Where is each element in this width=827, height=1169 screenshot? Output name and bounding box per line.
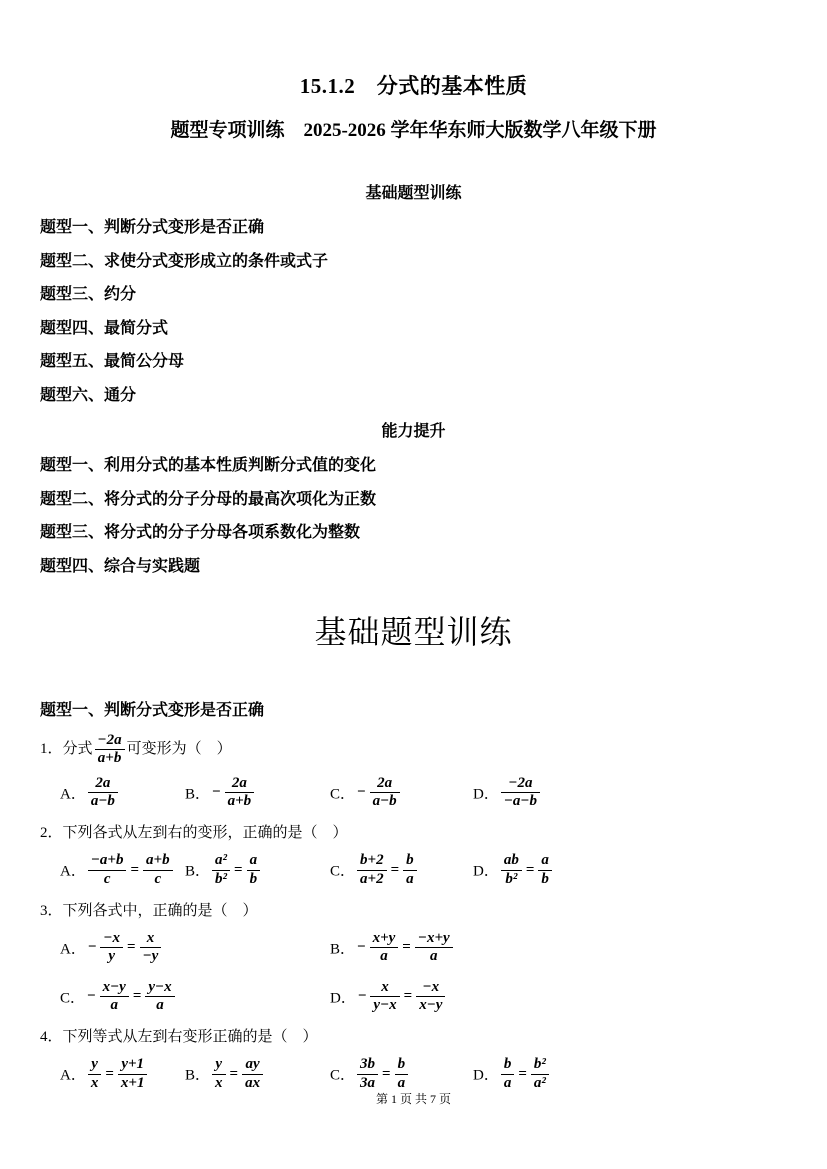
- question-3: [40, 900, 787, 1014]
- option-C: [330, 1056, 473, 1092]
- fraction: [242, 1056, 263, 1092]
- outline-item: 题型二、将分式的分子分母的最高次项化为正数: [40, 490, 377, 508]
- option-expression: [355, 1056, 410, 1091]
- fraction-numerator: 2a: [95, 774, 111, 791]
- option-C: [60, 979, 330, 1015]
- page-footer: 第 1 页 共 7 页: [375, 1092, 451, 1106]
- option-expression: [210, 1056, 265, 1091]
- fraction: [501, 775, 540, 811]
- option-C: [330, 775, 473, 811]
- fraction-denominator: c: [88, 870, 127, 888]
- math-operator: =: [402, 939, 411, 956]
- outline-item: 题型五、最简公分母: [40, 353, 185, 370]
- option-label: C．: [60, 989, 86, 1006]
- fraction-denominator: a²: [531, 1074, 549, 1092]
- fraction-numerator: y: [91, 1056, 98, 1073]
- fraction: [501, 852, 522, 888]
- question-options: [40, 930, 787, 1014]
- fraction: [357, 1056, 378, 1092]
- fraction-numerator: b+2: [360, 852, 384, 869]
- option-label: B．: [185, 1067, 211, 1084]
- option-label: A．: [60, 785, 86, 802]
- option-label: C．: [330, 863, 356, 880]
- option-D: [473, 775, 787, 811]
- fraction-denominator: a: [145, 996, 174, 1014]
- option-label: A．: [60, 1067, 86, 1084]
- fraction-denominator: a: [501, 1074, 515, 1092]
- option-label: A．: [60, 863, 86, 880]
- outline-item: 题型一、判断分式变形是否正确: [40, 219, 265, 236]
- math-operator: =: [105, 1065, 114, 1082]
- fraction: [395, 1056, 409, 1092]
- option-A: [60, 775, 185, 811]
- option-label: B．: [330, 941, 356, 958]
- question-4: [40, 1026, 787, 1092]
- math-operator: −: [357, 939, 366, 956]
- fraction: [403, 852, 417, 888]
- fraction: [225, 775, 255, 811]
- outline-item: 题型四、综合与实践题: [40, 557, 201, 575]
- fraction: [501, 1056, 515, 1092]
- fraction-denominator: b²: [501, 870, 522, 888]
- option-A: [60, 1056, 185, 1092]
- outline-list-advanced: [40, 449, 787, 583]
- main-heading: 基础题型训练: [314, 614, 513, 650]
- fraction: [140, 930, 162, 966]
- fraction-numerator: b: [397, 1056, 406, 1073]
- fraction-denominator: −y: [140, 947, 162, 965]
- option-B: [330, 930, 787, 966]
- text-run: 3．下列各式中，正确的是（ ）: [40, 902, 258, 919]
- math-operator: =: [390, 861, 400, 878]
- fraction-denominator: a+b: [225, 792, 255, 810]
- option-expression: [86, 930, 163, 965]
- option-D: [473, 852, 787, 888]
- outline-item: 题型二、求使分式变形成立的条件或式子: [40, 252, 329, 270]
- fraction-denominator: c: [143, 870, 173, 888]
- fraction-numerator: b: [503, 1056, 512, 1073]
- option-B: [185, 775, 330, 811]
- fraction-numerator: b²: [533, 1056, 546, 1073]
- math-operator: =: [403, 987, 413, 1004]
- math-operator: =: [525, 861, 535, 878]
- fraction: [145, 979, 174, 1015]
- fraction-denominator: b: [538, 870, 552, 888]
- outline-item: 题型一、利用分式的基本性质判断分式值的变化: [40, 457, 377, 474]
- fraction-denominator: −a−b: [501, 792, 540, 810]
- fraction-numerator: a²: [215, 852, 228, 869]
- fraction: [100, 979, 129, 1015]
- option-label: B．: [185, 863, 211, 880]
- option-B: [185, 852, 330, 888]
- fraction: [531, 1056, 549, 1092]
- fraction-numerator: b: [406, 852, 414, 869]
- option-A: [60, 852, 185, 888]
- option-label: C．: [330, 1067, 356, 1084]
- question-stem: [40, 1026, 787, 1049]
- fraction: [212, 852, 230, 888]
- option-D: [473, 1056, 787, 1092]
- option-label: A．: [60, 941, 86, 958]
- document-title: 15.1.2 分式的基本性质: [299, 74, 528, 98]
- document-subtitle: 题型专项训练 2025-2026 学年华东师大版数学八年级下册: [170, 120, 657, 141]
- fraction-numerator: ay: [245, 1056, 260, 1073]
- fraction-denominator: ax: [242, 1074, 263, 1092]
- option-A: [60, 930, 330, 966]
- fraction-denominator: a: [415, 947, 453, 965]
- text-run: 可变形为（ ）: [126, 741, 232, 758]
- option-expression: [86, 774, 120, 809]
- fraction-denominator: x: [212, 1074, 226, 1092]
- option-label: D．: [473, 863, 499, 880]
- fraction: [370, 775, 400, 811]
- fraction-denominator: b: [247, 870, 261, 888]
- math-operator: −: [212, 783, 221, 800]
- math-operator: =: [234, 861, 243, 878]
- question-stem: [40, 732, 787, 768]
- fraction-numerator: a: [541, 852, 549, 869]
- option-label: D．: [473, 1067, 499, 1084]
- fraction-numerator: y+1: [121, 1056, 145, 1073]
- question-stem: [40, 822, 787, 845]
- fraction: [88, 775, 118, 811]
- fraction-denominator: x: [88, 1074, 102, 1092]
- fraction: [118, 1056, 148, 1092]
- option-expression: [499, 1056, 551, 1091]
- fraction-numerator: x: [381, 978, 389, 995]
- fraction-denominator: a: [370, 947, 399, 965]
- option-expression: [85, 978, 177, 1013]
- fraction-numerator: −x: [422, 978, 440, 995]
- fraction-numerator: −x+y: [417, 930, 450, 947]
- fraction-numerator: x+y: [372, 930, 396, 947]
- fraction-denominator: a+2: [357, 870, 387, 888]
- question-stem: [40, 900, 787, 923]
- math-operator: =: [130, 861, 140, 878]
- fraction: [100, 930, 123, 966]
- fraction: [247, 852, 261, 888]
- fraction-denominator: a: [403, 870, 417, 888]
- fraction: [370, 930, 399, 966]
- question-1: [40, 732, 787, 810]
- fraction: [538, 852, 552, 888]
- option-expression: [499, 774, 542, 809]
- fraction-numerator: 2a: [231, 774, 247, 791]
- outline-list-basic: [40, 211, 787, 412]
- option-expression: [355, 774, 402, 809]
- fraction-denominator: y−x: [370, 996, 399, 1014]
- option-expression: [86, 852, 175, 887]
- fraction: [88, 1056, 102, 1092]
- fraction: [88, 852, 127, 888]
- outline-item: 题型六、通分: [40, 386, 137, 404]
- fraction-denominator: y: [100, 947, 123, 965]
- fraction-numerator: −a+b: [90, 852, 124, 869]
- fraction-numerator: −x: [103, 930, 120, 947]
- option-label: B．: [185, 785, 211, 802]
- fraction: [143, 852, 173, 888]
- math-operator: =: [132, 987, 142, 1004]
- fraction-denominator: a−b: [370, 792, 400, 810]
- outline-section-heading-advanced: 能力提升: [381, 423, 446, 440]
- option-label: D．: [473, 785, 499, 802]
- math-operator: −: [357, 987, 367, 1004]
- topic-heading: 题型一、判断分式变形是否正确: [40, 702, 265, 719]
- math-operator: −: [87, 987, 96, 1004]
- math-operator: −: [87, 939, 97, 956]
- question-options: [40, 852, 787, 888]
- math-operator: =: [518, 1065, 527, 1082]
- fraction-numerator: −2a: [508, 774, 533, 791]
- math-operator: =: [382, 1065, 391, 1082]
- fraction-denominator: a: [100, 996, 129, 1014]
- option-expression: [86, 1056, 150, 1091]
- fraction-numerator: x−y: [102, 978, 126, 995]
- fraction-numerator: x: [146, 930, 155, 947]
- option-expression: [355, 852, 419, 887]
- fraction-denominator: a: [395, 1074, 409, 1092]
- fraction-numerator: y: [215, 1056, 223, 1073]
- option-label: C．: [330, 785, 356, 802]
- outline-item: 题型四、最简分式: [40, 319, 169, 337]
- option-D: [330, 979, 787, 1015]
- option-expression: [210, 774, 256, 809]
- fraction: [370, 979, 399, 1015]
- fraction-denominator: a+b: [95, 749, 125, 767]
- fraction-denominator: a−b: [88, 792, 118, 810]
- fraction-numerator: ab: [503, 852, 519, 869]
- fraction-numerator: 2a: [377, 774, 393, 791]
- text-run: 2．下列各式从左到右的变形，正确的是（ ）: [40, 825, 348, 841]
- question-2: [40, 822, 787, 888]
- fraction-numerator: 3b: [360, 1056, 376, 1073]
- question-options: [40, 775, 787, 811]
- fraction-numerator: −2a: [97, 732, 122, 748]
- fraction: [95, 732, 125, 768]
- outline-section-heading-basic: 基础题型训练: [365, 185, 462, 202]
- option-expression: [355, 930, 455, 965]
- fraction: [416, 979, 445, 1015]
- math-operator: =: [127, 939, 136, 956]
- math-operator: −: [357, 783, 366, 800]
- outline-item: 题型三、将分式的分子分母各项系数化为整数: [40, 524, 361, 541]
- fraction-numerator: y−x: [148, 978, 172, 995]
- option-expression: [210, 852, 262, 887]
- option-expression: [499, 852, 554, 887]
- option-label: D．: [330, 989, 356, 1006]
- questions: [40, 732, 787, 1092]
- text-run: 1．分式: [40, 741, 93, 758]
- option-expression: [356, 978, 448, 1013]
- outline-item: 题型三、约分: [40, 286, 137, 303]
- fraction-denominator: x−y: [416, 996, 445, 1014]
- fraction-numerator: a+b: [146, 852, 170, 869]
- text-run: 4．下列等式从左到右变形正确的是（ ）: [40, 1029, 318, 1046]
- question-options: [40, 1056, 787, 1092]
- fraction: [357, 852, 387, 888]
- fraction-numerator: a: [249, 852, 258, 869]
- fraction-denominator: x+1: [118, 1074, 148, 1092]
- math-operator: =: [229, 1065, 239, 1082]
- option-C: [330, 852, 473, 888]
- fraction-denominator: b²: [212, 870, 230, 888]
- fraction-denominator: 3a: [357, 1074, 378, 1092]
- option-B: [185, 1056, 330, 1092]
- fraction: [415, 930, 453, 966]
- fraction: [212, 1056, 226, 1092]
